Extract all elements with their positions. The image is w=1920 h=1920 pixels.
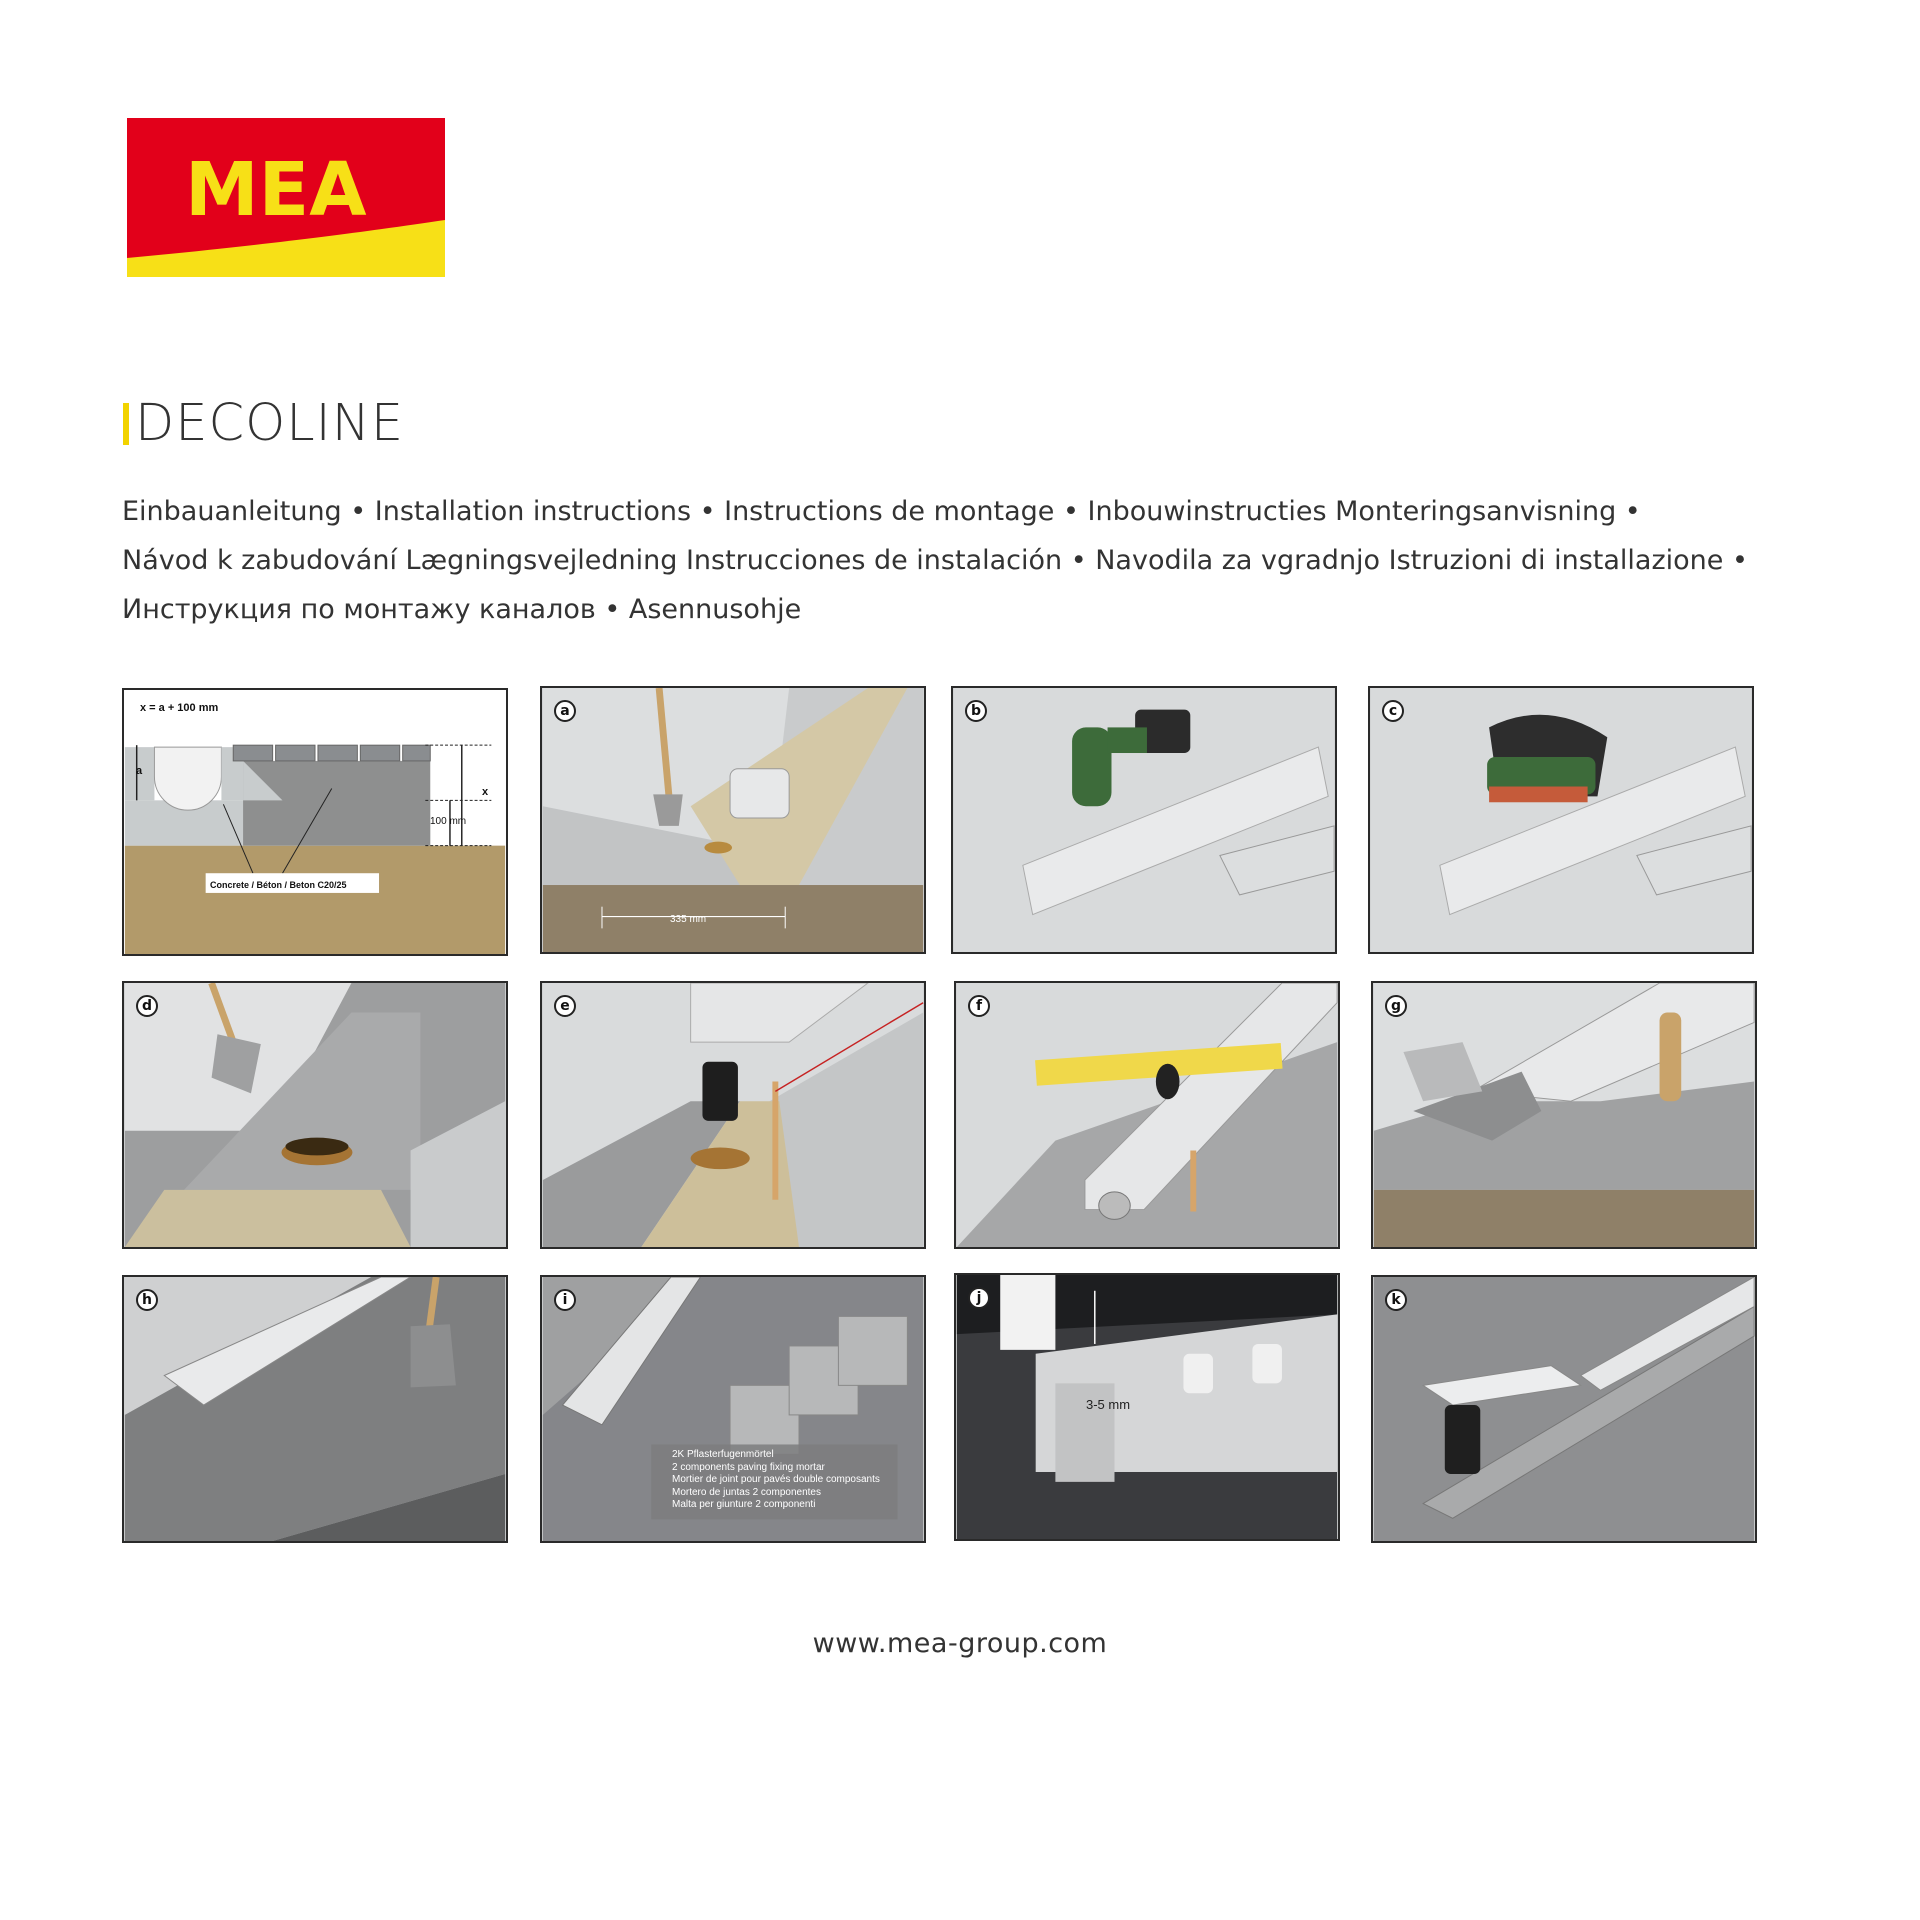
panel-step-e (540, 981, 926, 1249)
panel-step-i (540, 1275, 926, 1543)
panel-step-k (1371, 1275, 1757, 1543)
dimension-3-5-label: 3-5 mm (1086, 1397, 1131, 1412)
dimension-x-label: x (482, 786, 489, 798)
panel-step-a (540, 686, 926, 954)
step-badge-f: f (968, 995, 990, 1017)
step-badge-k: k (1385, 1289, 1407, 1311)
mortar-text (672, 1449, 880, 1512)
mea-logo (127, 118, 445, 277)
mortar-line-1: 2K Pflasterfugenmörtel (672, 1449, 774, 1460)
step-badge-h: h (136, 1289, 158, 1311)
subtitle-line-3: Инструкция по монтажу каналов • Asennusohje (122, 594, 802, 625)
mortar-line-3: Mortier de joint pour pavés double composants (672, 1474, 880, 1485)
step-badge-i: i (554, 1289, 576, 1311)
panel-step-j (954, 1273, 1340, 1541)
mortar-line-4: Mortero de juntas 2 componentes (672, 1486, 821, 1498)
website-url[interactable]: www.mea-group.com (812, 1628, 1108, 1659)
panel-step-g (1371, 981, 1757, 1249)
step-badge-a: a (554, 700, 576, 722)
mortar-line-2: 2 components paving fixing mortar (672, 1461, 825, 1473)
dimension-335-label: 335 mm (670, 914, 707, 925)
step-badge-c: c (1382, 700, 1404, 722)
step-badge-g: g (1385, 995, 1407, 1017)
dimension-a-label: a (136, 765, 143, 777)
subtitle-line-1: Einbauanleitung • Installation instructions • Instructions de montage • Inbouwinstructies Monteringsanvisning • (122, 496, 1641, 527)
concrete-label: Concrete / Béton / Beton C20/25 (210, 880, 347, 890)
page-title: DECOLINE (135, 394, 405, 453)
instruction-languages (122, 487, 1762, 634)
step-badge-j: j (968, 1287, 990, 1309)
subtitle-line-2: Návod k zabudování Lægningsvejledning Instrucciones de instalación • Navodila za vgradnjo Istruzioni di installazione • (122, 545, 1748, 576)
formula-label: x = a + 100 mm (140, 702, 219, 714)
title-block (123, 394, 405, 453)
panel-step-c (1368, 686, 1754, 954)
step-badge-b: b (965, 700, 987, 722)
panel-step-d (122, 981, 508, 1249)
panel-step-h (122, 1275, 508, 1543)
dimension-100-label: 100 mm (430, 816, 467, 827)
panel-step-f (954, 981, 1340, 1249)
logo-text: MEA (185, 147, 367, 233)
title-accent-bar (123, 403, 129, 445)
step-badge-d: d (136, 995, 158, 1017)
step-badge-e: e (554, 995, 576, 1017)
mortar-line-5: Malta per giunture 2 componenti (672, 1499, 816, 1510)
panel-step-b (951, 686, 1337, 954)
panel-cross-section (122, 688, 508, 956)
